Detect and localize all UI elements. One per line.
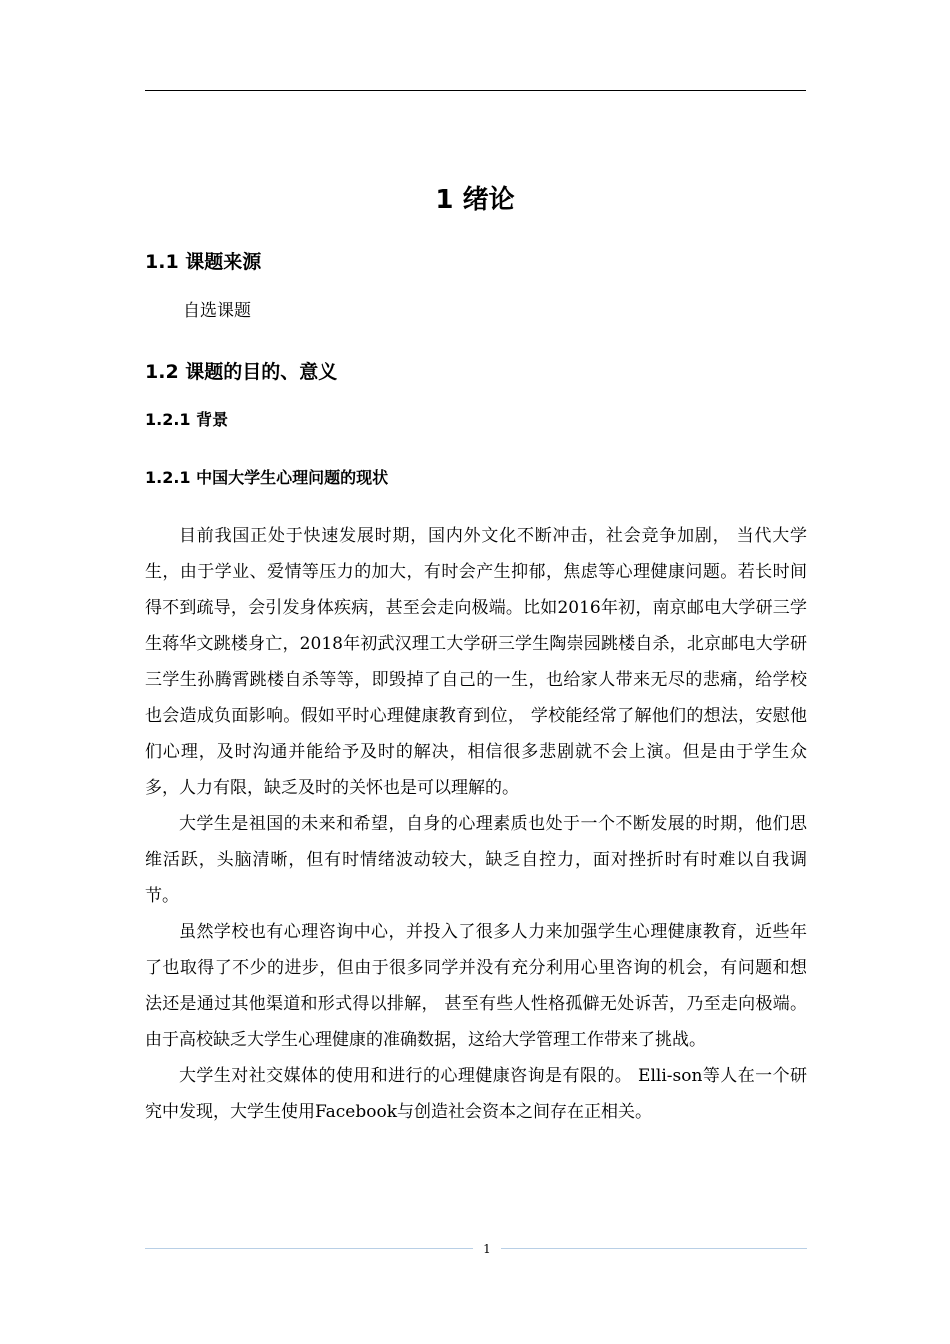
subsection-heading-background: 1.2.1 背景 xyxy=(145,410,229,429)
chapter-title: 1 绪论 xyxy=(435,185,515,215)
section-content-1-1: 自选课题 xyxy=(183,301,251,321)
paragraph: 大学生是祖国的未来和希望，自身的心理素质也处于一个不断发展的时期，他们思维活跃，头脑清晰，但有时情绪波动较大，缺乏自控力，面对挫折时有时难以自我调节。 xyxy=(145,814,807,906)
paragraph: 虽然学校也有心理咨询中心，并投入了很多人力来加强学生心理健康教育，近些年了也取得了不少的进步，但由于很多同学并没有充分利用心里咨询的机会，有问题和想法还是通过其他渠道和形式得以排解， 甚至有些人性格孤僻无处诉苦，乃至走向极端。由于高校缺乏大学生心理健康的准确数据，这给大学管理工作带来了挑战。 xyxy=(145,922,807,1050)
paragraph: 目前我国正处于快速发展时期，国内外文化不断冲击，社会竞争加剧， 当代大学生，由于学业、爱情等压力的加大，有时会产生抑郁，焦虑等心理健康问题。若长时间得不到疏导，会引发身体疾病，甚至会走向极端。比如2016年初，南京邮电大学研三学生蒋华文跳楼身亡，2018年初武汉理工大学研三学生陶崇园跳楼自杀，北京邮电大学研三学生孙腾霄跳楼自杀等等，即毁掉了自己的一生，也给家人带来无尽的悲痛，给学校也会造成负面影响。假如平时心理健康教育到位， 学校能经常了解他们的想法，安慰他们心理，及时沟通并能给予及时的解决，相信很多悲剧就不会上演。但是由于学生众多，人力有限，缺乏及时的关怀也是可以理解的。 xyxy=(145,526,807,798)
footer-rule-left xyxy=(145,1248,473,1249)
paragraph: 大学生对社交媒体的使用和进行的心理健康咨询是有限的。 Elli-son等人在一个研究中发现，大学生使用Facebook与创造社会资本之间存在正相关。 xyxy=(145,1066,807,1122)
section-heading-1-2: 1.2 课题的目的、意义 xyxy=(145,361,338,383)
footer-rule-right xyxy=(501,1248,807,1249)
page-footer xyxy=(145,1238,807,1260)
body-text xyxy=(145,518,807,1130)
section-heading-1-1: 1.1 课题来源 xyxy=(145,251,262,273)
header-rule xyxy=(145,90,806,91)
page-number: 1 xyxy=(483,1242,491,1256)
subsection-heading-status: 1.2.1 中国大学生心理问题的现状 xyxy=(145,468,389,487)
